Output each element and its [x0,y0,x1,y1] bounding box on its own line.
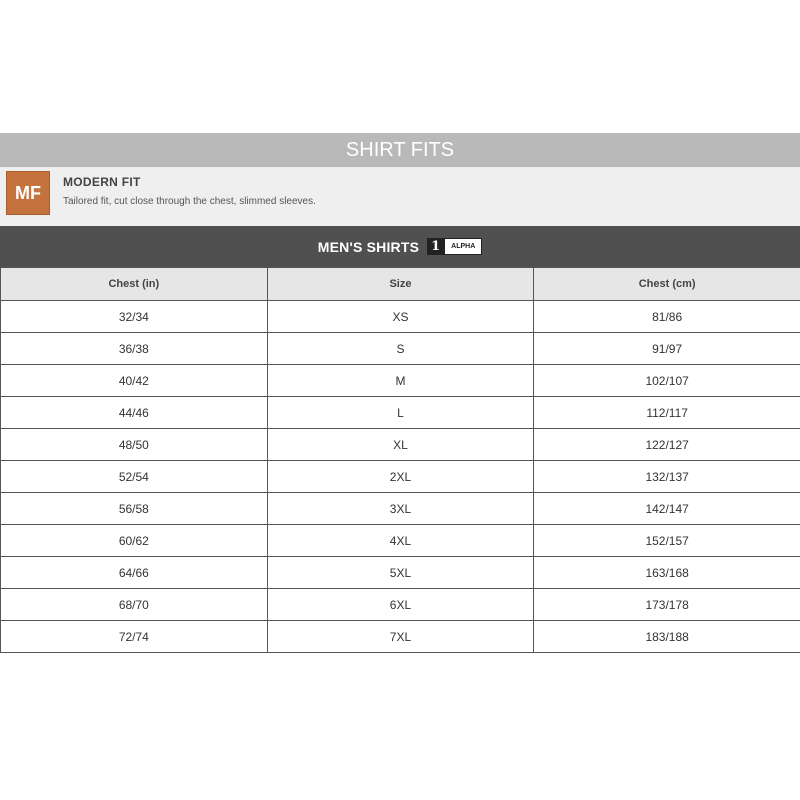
mens-shirts-title: MEN'S SHIRTS [317,238,420,255]
cell-chest-cm: 91/97 [534,333,800,365]
cell-size: 7XL [267,621,534,653]
cell-chest-in: 52/54 [1,461,268,493]
cell-size: 5XL [267,557,534,589]
cell-size: 3XL [267,493,534,525]
shirt-fits-header [0,133,800,167]
cell-size: XL [267,429,534,461]
cell-chest-in: 72/74 [1,621,268,653]
cell-chest-cm: 173/178 [534,589,800,621]
table-row [1,589,800,621]
table-row [1,557,800,589]
cell-chest-cm: 122/127 [534,429,800,461]
table-row [1,301,800,333]
cell-size: S [267,333,534,365]
cell-chest-in: 40/42 [1,365,268,397]
table-row [1,429,800,461]
table-row [1,333,800,365]
size-table [0,267,800,653]
alpha-logo-icon [427,238,482,255]
cell-chest-in: 32/34 [1,301,268,333]
table-header-row [1,268,800,301]
cell-size: 4XL [267,525,534,557]
cell-chest-cm: 132/137 [534,461,800,493]
table-row [1,493,800,525]
cell-chest-in: 60/62 [1,525,268,557]
cell-size: L [267,397,534,429]
cell-size: 6XL [267,589,534,621]
cell-size: XS [267,301,534,333]
cell-chest-cm: 183/188 [534,621,800,653]
mens-shirts-header [0,226,800,267]
cell-chest-in: 64/66 [1,557,268,589]
cell-chest-cm: 142/147 [534,493,800,525]
cell-chest-in: 48/50 [1,429,268,461]
header-chest-in: Chest (in) [1,268,268,301]
cell-chest-cm: 163/168 [534,557,800,589]
header-chest-cm: Chest (cm) [534,268,800,301]
cell-chest-in: 68/70 [1,589,268,621]
cell-size: M [267,365,534,397]
table-row [1,621,800,653]
table-row [1,365,800,397]
alpha-logo-number: 1 [427,238,444,255]
fit-badge-icon: MF [6,171,50,215]
cell-chest-cm: 112/117 [534,397,800,429]
fit-description: Tailored fit, cut close through the chest, slimmed sleeves. [63,196,316,207]
cell-chest-in: 44/46 [1,397,268,429]
cell-chest-in: 36/38 [1,333,268,365]
fit-row-modern [0,167,800,226]
cell-chest-cm: 81/86 [534,301,800,333]
table-row [1,397,800,429]
cell-chest-cm: 102/107 [534,365,800,397]
alpha-logo-word: ALPHA [444,238,482,255]
table-row [1,525,800,557]
shirt-fits-title: SHIRT FITS [345,139,455,161]
cell-chest-in: 56/58 [1,493,268,525]
header-size: Size [267,268,534,301]
size-chart [0,133,800,653]
cell-chest-cm: 152/157 [534,525,800,557]
fit-name: MODERN FIT [63,175,141,189]
table-row [1,461,800,493]
cell-size: 2XL [267,461,534,493]
